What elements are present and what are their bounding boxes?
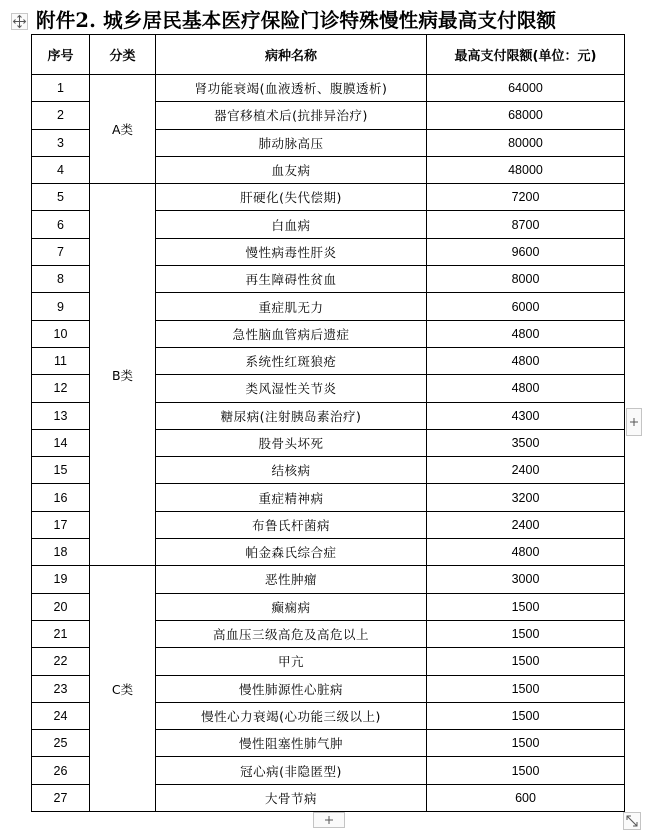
- payment-limit-cell: 1500: [427, 648, 625, 675]
- disease-name-cell: 血友病: [156, 156, 427, 183]
- table-body: [32, 75, 625, 812]
- disease-name-cell: 重症肌无力: [156, 293, 427, 320]
- disease-name-cell: 系统性红斑狼疮: [156, 347, 427, 374]
- header-payment-limit: 最高支付限额(单位：元): [427, 35, 625, 75]
- payment-limit-cell: 6000: [427, 293, 625, 320]
- disease-name-cell: 器官移植术后(抗排异治疗): [156, 102, 427, 129]
- disease-name-cell: 慢性心力衰竭(心功能三级以上): [156, 702, 427, 729]
- payment-limit-cell: 9600: [427, 238, 625, 265]
- disease-name-cell: 布鲁氏杆菌病: [156, 511, 427, 538]
- row-number-cell: 23: [32, 675, 90, 702]
- payment-limit-cell: 4800: [427, 375, 625, 402]
- category-cell: C类: [90, 566, 156, 812]
- disease-name-cell: 肾功能衰竭(血液透析、腹膜透析): [156, 75, 427, 102]
- payment-limit-cell: 8000: [427, 266, 625, 293]
- row-number-cell: 4: [32, 156, 90, 183]
- disease-name-cell: 癫痫病: [156, 593, 427, 620]
- payment-limit-cell: 1500: [427, 757, 625, 784]
- disease-name-cell: 结核病: [156, 457, 427, 484]
- row-number-cell: 13: [32, 402, 90, 429]
- row-number-cell: 11: [32, 347, 90, 374]
- payment-limit-cell: 2400: [427, 457, 625, 484]
- disease-name-cell: 急性脑血管病后遗症: [156, 320, 427, 347]
- disease-name-cell: 肺动脉高压: [156, 129, 427, 156]
- row-number-cell: 27: [32, 784, 90, 811]
- category-cell: B类: [90, 184, 156, 566]
- payment-limit-cell: 80000: [427, 129, 625, 156]
- row-number-cell: 8: [32, 266, 90, 293]
- header-no: 序号: [32, 35, 90, 75]
- payment-limit-cell: 600: [427, 784, 625, 811]
- move-icon: [12, 14, 27, 29]
- table-row: [32, 75, 625, 102]
- disease-name-cell: 慢性肺源性心脏病: [156, 675, 427, 702]
- row-number-cell: 26: [32, 757, 90, 784]
- payment-limit-cell: 68000: [427, 102, 625, 129]
- row-number-cell: 18: [32, 539, 90, 566]
- row-number-cell: 17: [32, 511, 90, 538]
- disease-name-cell: 白血病: [156, 211, 427, 238]
- payment-limit-cell: 1500: [427, 593, 625, 620]
- row-number-cell: 16: [32, 484, 90, 511]
- table-header-row: [32, 35, 625, 75]
- row-number-cell: 2: [32, 102, 90, 129]
- disease-name-cell: 大骨节病: [156, 784, 427, 811]
- table-move-handle[interactable]: [11, 13, 28, 30]
- document-title: 附件2. 城乡居民基本医疗保险门诊特殊慢性病最高支付限额: [36, 9, 557, 32]
- row-number-cell: 19: [32, 566, 90, 593]
- payment-limit-cell: 3000: [427, 566, 625, 593]
- table-resize-handle[interactable]: [623, 812, 641, 830]
- disease-name-cell: 再生障碍性贫血: [156, 266, 427, 293]
- row-number-cell: 20: [32, 593, 90, 620]
- payment-limit-cell: 7200: [427, 184, 625, 211]
- payment-limit-cell: 48000: [427, 156, 625, 183]
- row-number-cell: 9: [32, 293, 90, 320]
- payment-limit-table: [31, 34, 625, 812]
- disease-name-cell: 类风湿性关节炎: [156, 375, 427, 402]
- disease-name-cell: 股骨头坏死: [156, 429, 427, 456]
- disease-name-cell: 糖尿病(注射胰岛素治疗): [156, 402, 427, 429]
- payment-limit-cell: 4800: [427, 347, 625, 374]
- row-number-cell: 15: [32, 457, 90, 484]
- payment-limit-cell: 1500: [427, 675, 625, 702]
- payment-limit-cell: 1500: [427, 702, 625, 729]
- header-disease-name: 病种名称: [156, 35, 427, 75]
- payment-limit-cell: 8700: [427, 211, 625, 238]
- payment-limit-cell: 4800: [427, 539, 625, 566]
- disease-name-cell: 慢性病毒性肝炎: [156, 238, 427, 265]
- resize-icon: [624, 813, 640, 829]
- disease-name-cell: 重症精神病: [156, 484, 427, 511]
- row-number-cell: 3: [32, 129, 90, 156]
- payment-limit-cell: 4800: [427, 320, 625, 347]
- add-row-button[interactable]: [313, 812, 345, 828]
- disease-name-cell: 冠心病(非隐匿型): [156, 757, 427, 784]
- header-category: 分类: [90, 35, 156, 75]
- disease-name-cell: 肝硬化(失代偿期): [156, 184, 427, 211]
- payment-limit-cell: 64000: [427, 75, 625, 102]
- payment-limit-cell: 3200: [427, 484, 625, 511]
- disease-name-cell: 恶性肿瘤: [156, 566, 427, 593]
- table-row: [32, 566, 625, 593]
- row-number-cell: 6: [32, 211, 90, 238]
- payment-limit-cell: 4300: [427, 402, 625, 429]
- table-row: [32, 184, 625, 211]
- row-number-cell: 12: [32, 375, 90, 402]
- disease-name-cell: 帕金森氏综合症: [156, 539, 427, 566]
- row-number-cell: 1: [32, 75, 90, 102]
- category-cell: A类: [90, 75, 156, 184]
- payment-limit-cell: 3500: [427, 429, 625, 456]
- payment-limit-cell: 2400: [427, 511, 625, 538]
- row-number-cell: 22: [32, 648, 90, 675]
- row-number-cell: 24: [32, 702, 90, 729]
- add-column-button[interactable]: [626, 408, 642, 436]
- payment-limit-cell: 1500: [427, 620, 625, 647]
- payment-limit-cell: 1500: [427, 730, 625, 757]
- row-number-cell: 25: [32, 730, 90, 757]
- row-number-cell: 14: [32, 429, 90, 456]
- disease-name-cell: 慢性阻塞性肺气肿: [156, 730, 427, 757]
- plus-icon: [314, 813, 344, 827]
- plus-icon: [627, 409, 641, 435]
- disease-name-cell: 高血压三级高危及高危以上: [156, 620, 427, 647]
- row-number-cell: 7: [32, 238, 90, 265]
- disease-name-cell: 甲亢: [156, 648, 427, 675]
- row-number-cell: 5: [32, 184, 90, 211]
- row-number-cell: 10: [32, 320, 90, 347]
- row-number-cell: 21: [32, 620, 90, 647]
